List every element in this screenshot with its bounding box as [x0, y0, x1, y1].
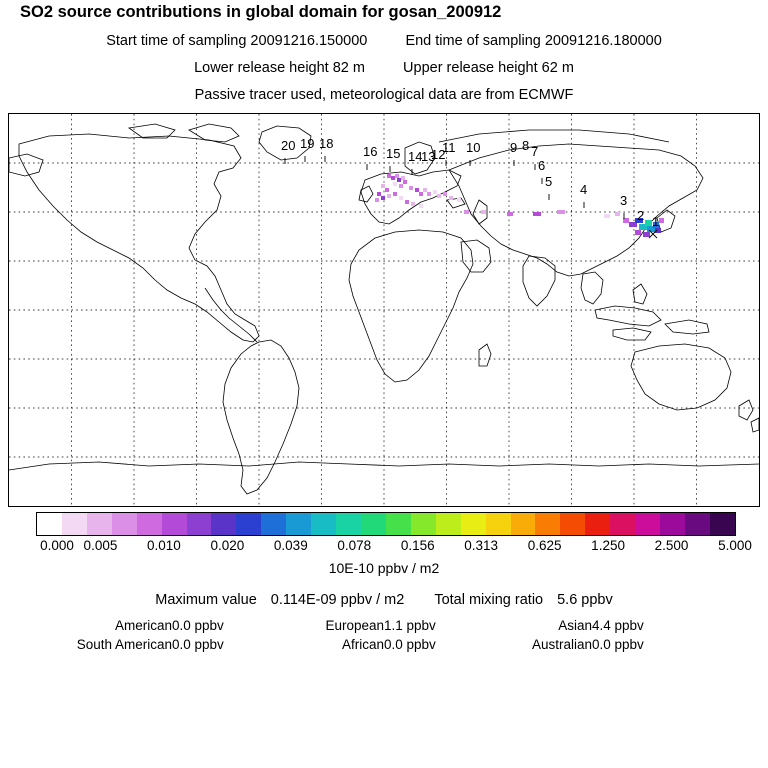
table-row — [0, 635, 768, 654]
trajectory-label-5: 5 — [545, 174, 553, 189]
colorbar-swatch-16 — [436, 513, 461, 535]
trajectory-label-6: 6 — [538, 158, 546, 173]
colorbar-swatch-1 — [62, 513, 87, 535]
map-gridlines — [9, 114, 759, 506]
colorbar-tick-3: 0.020 — [210, 538, 245, 553]
trajectory-label-2: 2 — [637, 208, 645, 223]
trajectory-label-3: 3 — [620, 193, 628, 208]
end-time-text: End time of sampling 20091216.180000 — [405, 33, 662, 49]
trajectory-label-13: 13 — [421, 149, 436, 164]
trajectory-label-7: 7 — [531, 144, 539, 159]
colorbar — [36, 512, 736, 536]
colorbar-swatch-14 — [386, 513, 411, 535]
colorbar-swatch-20 — [535, 513, 560, 535]
colorbar-swatch-23 — [610, 513, 635, 535]
colorbar-swatch-11 — [311, 513, 336, 535]
world-map-panel — [8, 113, 760, 507]
trajectory-label-19: 19 — [300, 136, 315, 151]
max-value-text: 0.114E-09 ppbv / m2 — [270, 592, 405, 608]
colorbar-swatch-22 — [585, 513, 610, 535]
trajectory-hour-labels — [281, 136, 659, 229]
trajectory-label-16: 16 — [363, 144, 378, 159]
region-label-south-american: South American — [76, 637, 172, 652]
region-contribution-table — [0, 616, 768, 654]
colorbar-tick-4: 0.039 — [273, 538, 308, 553]
upper-release-height-text: Upper release height 62 m — [403, 60, 574, 76]
colorbar-swatch-21 — [560, 513, 585, 535]
colorbar-swatch-5 — [162, 513, 187, 535]
colorbar-swatch-8 — [236, 513, 261, 535]
tracer-meteo-text: Passive tracer used, meteorological data are from ECMWF — [194, 87, 574, 103]
colorbar-swatch-4 — [137, 513, 162, 535]
colorbar-tick-5: 0.078 — [337, 538, 372, 553]
sampling-time-line — [0, 33, 768, 49]
trajectory-label-12: 12 — [431, 147, 446, 162]
colorbar-tick-9: 1.250 — [591, 538, 625, 553]
colorbar-swatch-6 — [187, 513, 212, 535]
colorbar-tick-6: 0.156 — [400, 538, 435, 553]
region-label-australian: Australian — [531, 637, 592, 652]
start-time-text: Start time of sampling 20091216.150000 — [106, 33, 368, 49]
region-label-african: African — [341, 637, 384, 652]
world-map-svg — [9, 114, 759, 506]
trajectory-label-8: 8 — [522, 138, 530, 153]
region-label-american: American — [114, 618, 172, 633]
trajectory-label-10: 10 — [466, 140, 481, 155]
colorbar-tick-10: 2.500 — [654, 538, 689, 553]
colorbar-swatch-24 — [635, 513, 660, 535]
colorbar-swatch-18 — [486, 513, 511, 535]
colorbar-swatch-2 — [87, 513, 112, 535]
trajectory-label-11: 11 — [442, 140, 456, 155]
colorbar-swatch-26 — [685, 513, 710, 535]
region-label-asian: Asian — [558, 618, 592, 633]
lower-release-height-text: Lower release height 82 m — [194, 60, 365, 76]
colorbar-swatch-7 — [211, 513, 236, 535]
coastlines — [9, 124, 759, 494]
region-value-australian: 0.0 ppbv — [592, 637, 644, 652]
colorbar-swatch-13 — [361, 513, 386, 535]
trajectory-label-18: 18 — [319, 136, 334, 151]
colorbar-swatch-25 — [660, 513, 685, 535]
region-value-asian: 4.4 ppbv — [592, 618, 644, 633]
region-value-south-american: 0.0 ppbv — [172, 637, 224, 652]
region-value-european: 1.1 ppbv — [384, 618, 436, 633]
region-label-european: European — [325, 618, 384, 633]
colorbar-swatch-0 — [37, 513, 62, 535]
colorbar-tick-labels — [0, 538, 768, 554]
colorbar-swatch-19 — [511, 513, 536, 535]
colorbar-tick-11: 5.000 — [718, 538, 752, 553]
colorbar-tick-2: 0.010 — [147, 538, 181, 553]
colorbar-swatch-9 — [261, 513, 286, 535]
release-height-line — [0, 60, 768, 76]
colorbar-swatch-12 — [336, 513, 361, 535]
trajectory-label-14: 14 — [408, 149, 423, 164]
trajectory-label-9: 9 — [510, 140, 518, 155]
trajectory-label-20: 20 — [281, 138, 296, 153]
page-title: SO2 source contributions in global domain for gosan_200912 — [20, 3, 502, 21]
colorbar-tick-1: 0.005 — [83, 538, 118, 553]
region-value-african: 0.0 ppbv — [384, 637, 436, 652]
colorbar-swatch-27 — [710, 513, 735, 535]
colorbar-swatch-10 — [286, 513, 311, 535]
trajectory-label-4: 4 — [580, 182, 588, 197]
colorbar-swatch-3 — [112, 513, 137, 535]
colorbar-tick-7: 0.313 — [464, 538, 499, 553]
max-value-label: Maximum value — [155, 592, 257, 608]
trajectory-ticks — [285, 156, 660, 238]
total-mixing-ratio-label: Total mixing ratio — [434, 592, 544, 608]
trajectory-label-15: 15 — [386, 146, 401, 161]
table-row — [0, 616, 768, 635]
colorbar-tick-0: 0.000 — [40, 538, 74, 553]
colorbar-unit-label: 10E-10 ppbv / m2 — [328, 560, 440, 576]
colorbar-tick-8: 0.625 — [527, 538, 562, 553]
trajectory-label-1: 1 — [652, 214, 660, 229]
colorbar-swatch-15 — [411, 513, 436, 535]
colorbar-swatch-17 — [461, 513, 486, 535]
region-value-american: 0.0 ppbv — [172, 618, 224, 633]
total-mixing-ratio-value: 5.6 ppbv — [557, 592, 613, 608]
summary-line — [0, 592, 768, 608]
